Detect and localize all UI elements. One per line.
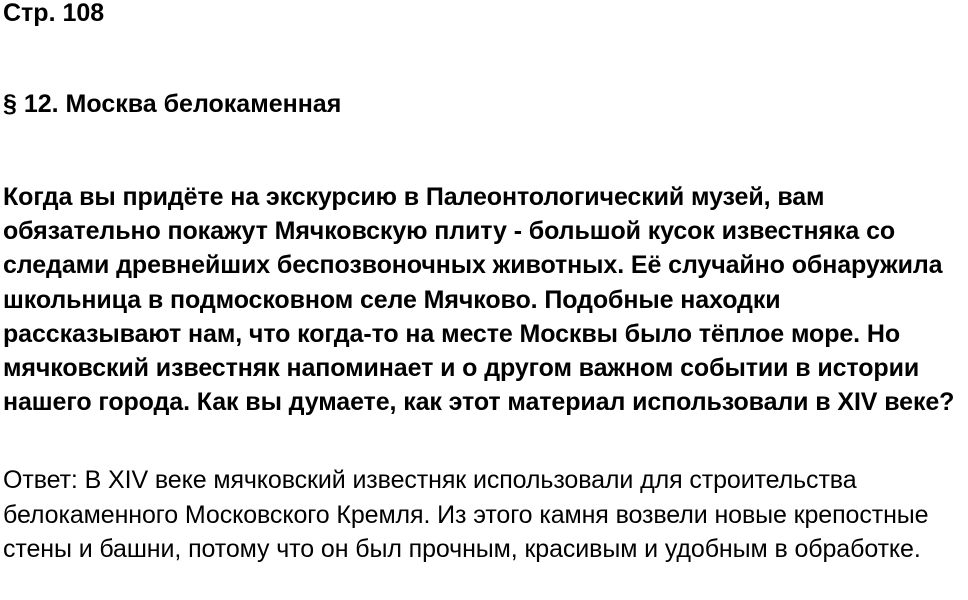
page-number: Стр. 108 — [3, 0, 105, 27]
answer-label: Ответ: — [3, 466, 78, 494]
section-title: § 12. Москва белокаменная — [3, 90, 342, 118]
answer-text: В XIV веке мячковский известняк использовали для строительства белокаменного Московского Кремля. Из этого камня возвели новые крепостные стены и башни, потому что он был прочным, красивым и удобным в обработке. — [3, 466, 929, 563]
document-page — [3, 0, 963, 563]
question-text: Когда вы придёте на экскурсию в Палеонтологический музей, вам обязательно покажут Мячковскую плиту - большой кусок известняка со следами древнейших беспозвоночных животных. Её случайно обнаружила школьница в подмосковном селе Мячково. Подобные находки рассказывают нам, что когда-то на месте Москвы было тёплое море. Но мячковский известняк напоминает и о другом важном событии в истории нашего города. Как вы думаете, как этот материал использовали в XIV веке? — [3, 183, 955, 417]
answer-paragraph — [3, 463, 965, 567]
